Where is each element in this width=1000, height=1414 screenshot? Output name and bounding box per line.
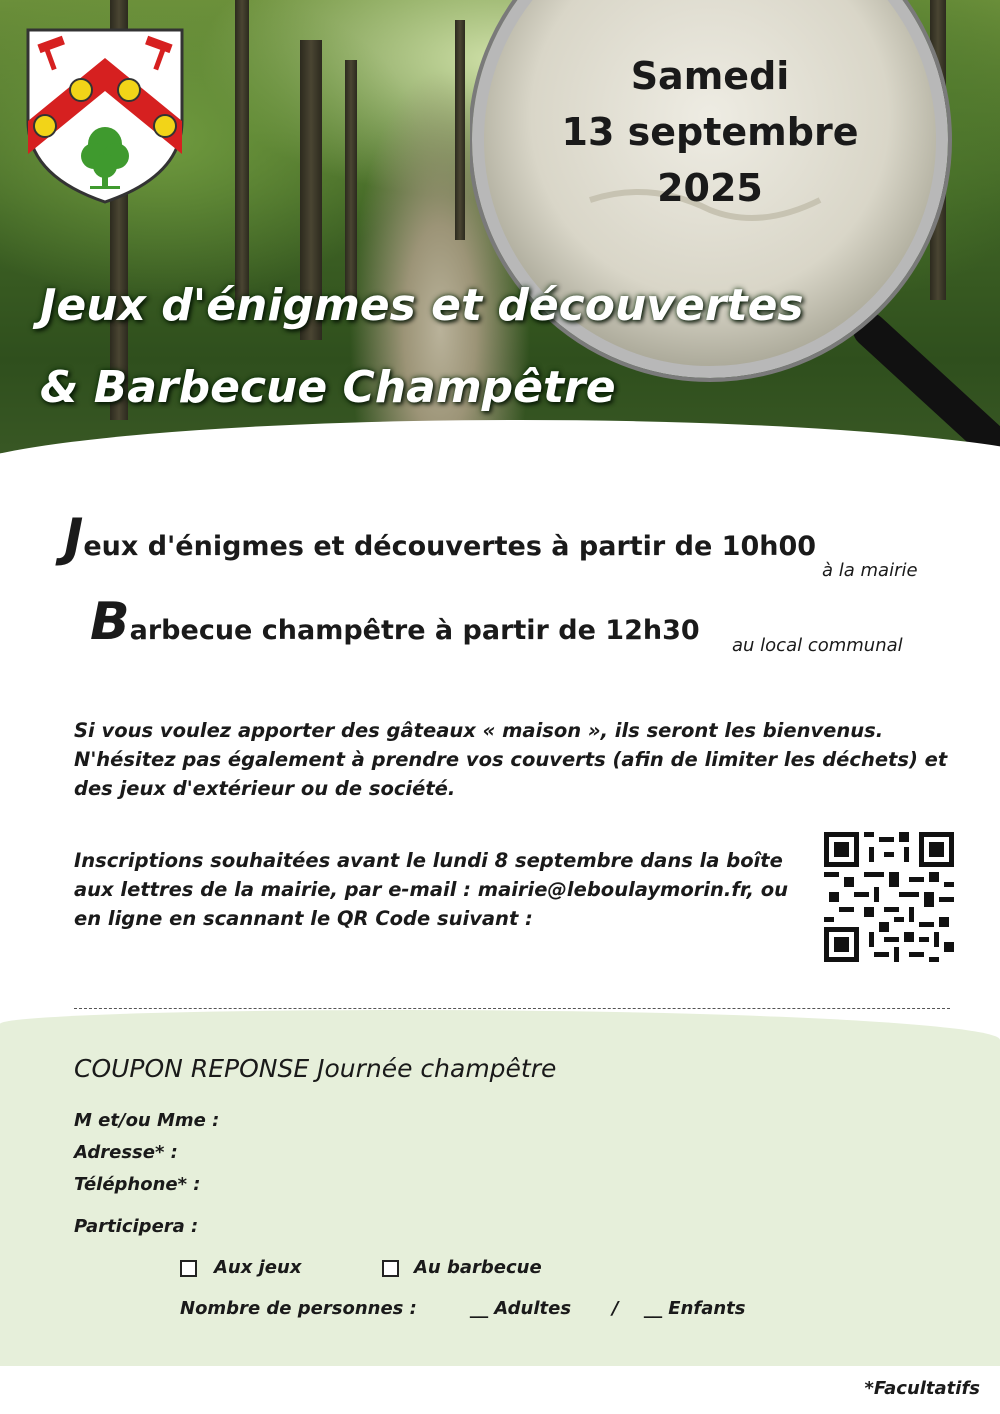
count-separator: / [612,1298,619,1319]
checkbox-bbq-label: Au barbecue [414,1257,542,1278]
schedule-bbq-location: au local communal [732,635,903,656]
hero-banner [0,0,1000,480]
hero-title-line2: & Barbecue Champêtre [40,362,616,413]
schedule-bbq [90,592,700,652]
date-month: 13 septembre [561,110,859,154]
optional-footnote: *Facultatifs [864,1378,980,1399]
field-name-label: M et/ou Mme : [74,1110,220,1131]
children-count: __ Enfants [644,1298,746,1319]
schedule-games [64,508,816,568]
date-year: 2025 [657,166,763,210]
date-day: Samedi [630,54,790,98]
hero-title-line1: Jeux d'énigmes et découvertes [40,280,804,331]
qr-code[interactable] [824,832,954,962]
coupon-title: COUPON REPONSE Journée champêtre [74,1054,557,1083]
schedule-bbq-text: arbecue champêtre à partir de 12h30 [129,615,700,646]
checkbox-games[interactable] [180,1260,197,1277]
info-paragraph-2: Inscriptions souhaitées avant le lundi 8 septembre dans la boîte aux lettres de la mairie, par e-mail : mairie@leboulaymorin.fr, ou en ligne en scannant le QR Code suivant : [74,849,789,930]
event-date [520,48,900,216]
schedule-games-location: à la mairie [822,560,918,581]
schedule-games-text: eux d'énigmes et découvertes à partir de 10h00 [83,531,817,562]
schedule-bbq-initial: B [90,592,130,652]
checkbox-bbq[interactable] [382,1260,399,1277]
participation-label: Participera : [74,1216,199,1237]
people-count-label: Nombre de personnes : [180,1298,417,1319]
field-phone-label: Téléphone* : [74,1174,201,1195]
info-paragraph-1: Si vous voulez apporter des gâteaux « maison », ils seront les bienvenus. N'hésitez pas également à prendre vos couverts (afin de limiter les déchets) et des jeux d'extérieur ou de société. [74,719,948,800]
schedule-games-initial: J [64,508,84,568]
field-address-label: Adresse* : [74,1142,178,1163]
cut-line [74,1008,950,1009]
checkbox-games-label: Aux jeux [214,1257,302,1278]
adults-count: __ Adultes [470,1298,572,1319]
coat-of-arms-logo [24,26,186,206]
